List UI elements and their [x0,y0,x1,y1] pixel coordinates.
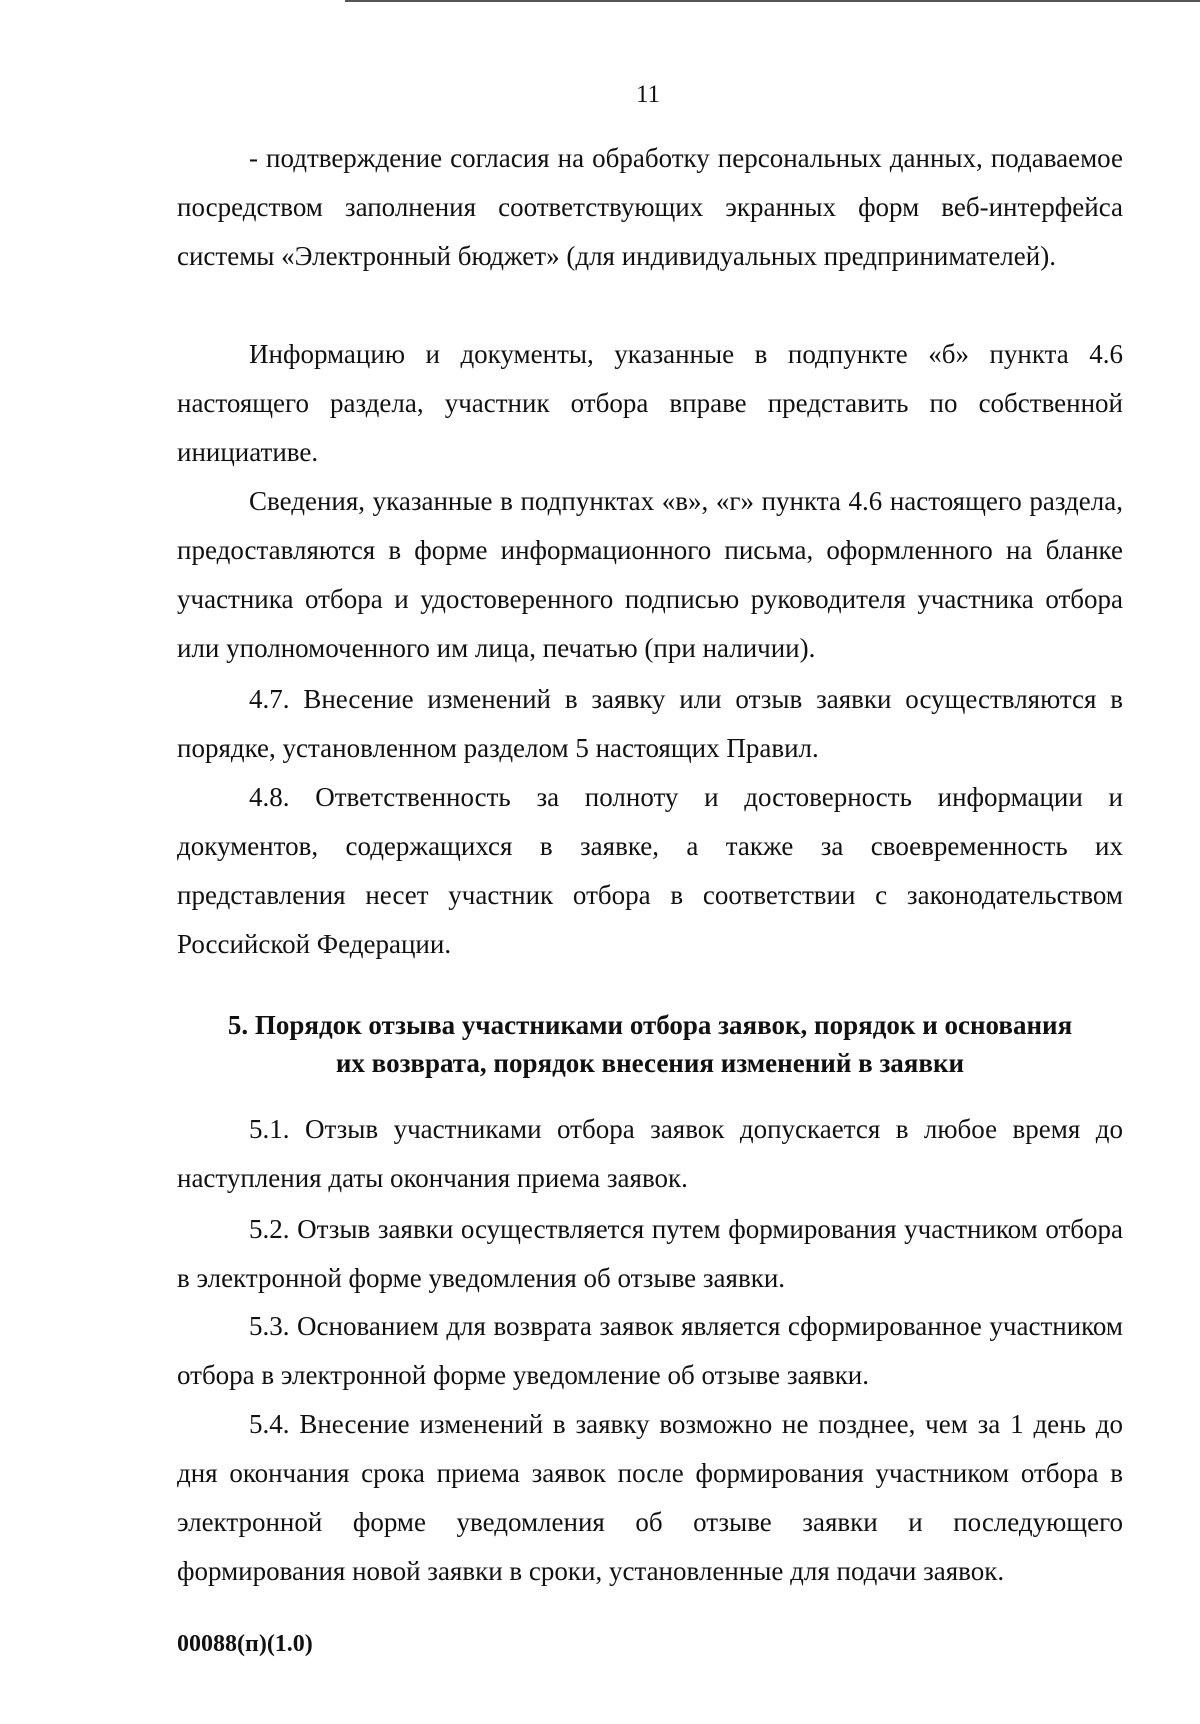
paragraph-5-1: 5.1. Отзыв участниками отбора заявок допускается в любое время до наступления даты окончания приема заявок. [177,1114,1123,1193]
paragraph-consent: - подтверждение согласия на обработку персональных данных, подаваемое посредством заполнения соответствующих экранных форм веб-интерфейса системы «Электронный бюджет» (для индивидуальных предпринимателей). [177,143,1123,271]
section-5-heading-line-1: 5. Порядок отзыва участниками отбора заявок, порядок и основания [227,1010,1073,1040]
paragraph-5-2: 5.2. Отзыв заявки осуществляется путем формирования участником отбора в электронной форме уведомления об отзыве заявки. [177,1214,1123,1293]
page-number: 11 [635,81,661,108]
paragraph-info-letter: Сведения, указанные в подпунктах «в», «г» пункта 4.6 настоящего раздела, предоставляются в форме информационного письма, оформленного на бланке участника отбора и удостоверенного подписью руководителя участника отбора или уполномоченного им лица, печатью (при наличии). [177,486,1123,663]
paragraph-4-7: 4.7. Внесение изменений в заявку или отзыв заявки осуществляются в порядке, установленном разделом 5 настоящих Правил. [177,684,1123,763]
paragraph-4-8: 4.8. Ответственность за полноту и достоверность информации и документов, содержащихся в заявке, а также за своевременность их представления несет участник отбора в соответствии с законодательством Российской Федерации. [177,782,1123,959]
section-5-heading-line-2: их возврата, порядок внесения изменений в заявки [335,1048,965,1078]
paragraph-5-3: 5.3. Основанием для возврата заявок является сформированное участником отбора в электронной форме уведомление об отзыве заявки. [177,1311,1123,1390]
document-code: 00088(п)(1.0) [177,1631,313,1657]
paragraph-5-4: 5.4. Внесение изменений в заявку возможно не позднее, чем за 1 день до дня окончания срока приема заявок после формирования участником отбора в электронной форме уведомления об отзыве заявки и последующего формирования новой заявки в сроки, установленные для подачи заявок. [177,1409,1123,1586]
top-border-line [345,0,1200,2]
section-5-heading [177,1006,1123,1082]
paragraph-documents-initiative: Информацию и документы, указанные в подпункте «б» пункта 4.6 настоящего раздела, участник отбора вправе представить по собственной инициативе. [177,339,1123,467]
